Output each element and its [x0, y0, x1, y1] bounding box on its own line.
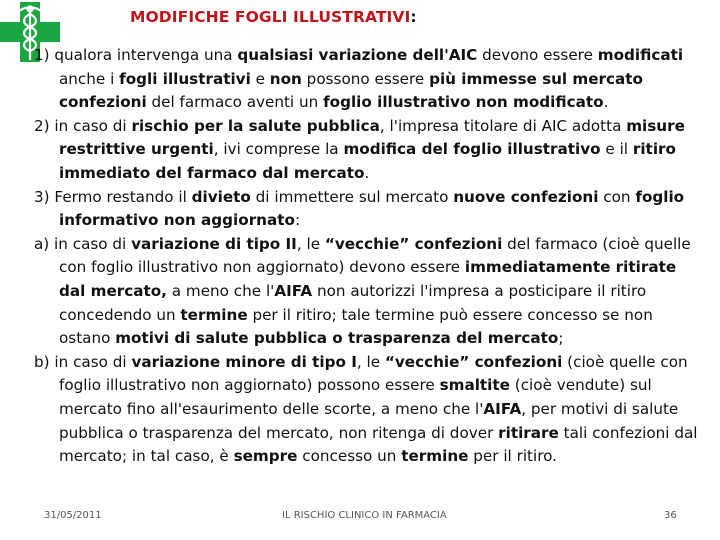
text-run: . [603, 93, 609, 112]
text-run: a meno che l' [166, 281, 275, 300]
text-run: 1) qualora intervenga una [34, 46, 238, 64]
text-run: con [598, 187, 636, 206]
paragraph-2 [34, 115, 698, 186]
text-run: , per motivi di salute pubblica o trasparenza del mercato, non ritenga di dover [59, 399, 679, 442]
text-run: del farmaco (cioè quelle con foglio illustrativo non aggiornato) devono essere [59, 234, 691, 277]
emphasis-text: motivi di salute pubblica o trasparenza del mercato [115, 329, 559, 348]
text-run: , ivi comprese la [213, 140, 344, 159]
text-run: anche i [59, 69, 120, 88]
emphasis-text: “vecchie” confezioni [384, 352, 563, 371]
emphasis-text: termine [401, 447, 469, 466]
emphasis-text: fogli illustrativi [119, 69, 251, 88]
emphasis-text: AIFA [483, 399, 522, 418]
text-run: , le [356, 352, 385, 371]
title-colon: : [410, 8, 417, 26]
text-run: (cioè quelle con foglio illustrativo non aggiornato) possono essere [59, 352, 688, 395]
footer-title: IL RISCHIO CLINICO IN FARMACIA [282, 510, 447, 521]
text-run: , le [296, 234, 325, 253]
emphasis-text: smaltite [439, 376, 510, 395]
page-number: 36 [664, 510, 677, 521]
text-run: concesso un [297, 447, 402, 466]
text-run: per il ritiro. [468, 447, 557, 466]
emphasis-text: modifica del foglio illustrativo [343, 140, 601, 159]
text-run: ; [558, 329, 564, 348]
emphasis-text: “vecchie” confezioni [324, 234, 503, 253]
text-run: a) in caso di [34, 234, 132, 253]
emphasis-text: foglio informativo non aggiornato [59, 187, 685, 230]
text-run: tali confezioni dal mercato; in tal caso, è [59, 423, 698, 466]
text-run: : [294, 211, 301, 230]
emphasis-text: misure restrittive urgenti [59, 116, 685, 159]
text-run: non autorizzi l'impresa a posticipare il ritiro concedendo un [59, 281, 647, 324]
text-run: (cioè vendute) sul mercato fino all'esaurimento delle scorte, a meno che l' [59, 376, 652, 418]
emphasis-text: non [269, 69, 302, 88]
text-run: e [250, 69, 270, 88]
text-run: possono essere [301, 69, 430, 88]
text-run: b) in caso di [34, 352, 132, 371]
text-run: del farmaco aventi un [146, 93, 324, 112]
text-run: , l'impresa titolare di AIC adotta [379, 116, 627, 135]
emphasis-text: divieto [191, 187, 251, 206]
emphasis-text: ritiro immediato del farmaco dal mercato [59, 140, 676, 182]
emphasis-text: immediatamente ritirate dal mercato, [59, 258, 677, 300]
text-run: 2) in caso di [34, 116, 132, 135]
page-title [130, 8, 417, 26]
emphasis-text: modificati [597, 46, 684, 64]
emphasis-text: variazione minore di tipo I [131, 352, 357, 371]
emphasis-text: più immesse sul mercato confezioni [59, 69, 643, 112]
emphasis-text: qualsiasi variazione dell'AIC [237, 46, 478, 64]
text-run: 3) Fermo restando il [34, 187, 192, 206]
text-run: di immettere sul mercato [250, 187, 454, 206]
emphasis-text: AIFA [274, 281, 313, 300]
body-text [34, 44, 698, 469]
paragraph-a [34, 233, 698, 351]
paragraph-1 [34, 44, 698, 115]
text-run: e il [600, 140, 633, 159]
title-text: MODIFICHE FOGLI ILLUSTRATIVI [130, 8, 411, 26]
emphasis-text: termine [180, 305, 248, 324]
footer-date: 31/05/2011 [44, 510, 102, 521]
emphasis-text: ritirare [498, 423, 559, 442]
paragraph-3 [34, 186, 698, 233]
emphasis-text: rischio per la salute pubblica [131, 116, 380, 135]
emphasis-text: variazione di tipo II [131, 234, 297, 253]
emphasis-text: sempre [233, 447, 298, 466]
emphasis-text: foglio illustrativo non modificato [323, 93, 604, 112]
text-run: devono essere [477, 46, 598, 64]
paragraph-b [34, 351, 698, 469]
emphasis-text: nuove confezioni [453, 187, 599, 206]
text-run: per il ritiro; tale termine può essere concesso se non ostano [59, 305, 653, 348]
text-run: . [364, 163, 370, 182]
